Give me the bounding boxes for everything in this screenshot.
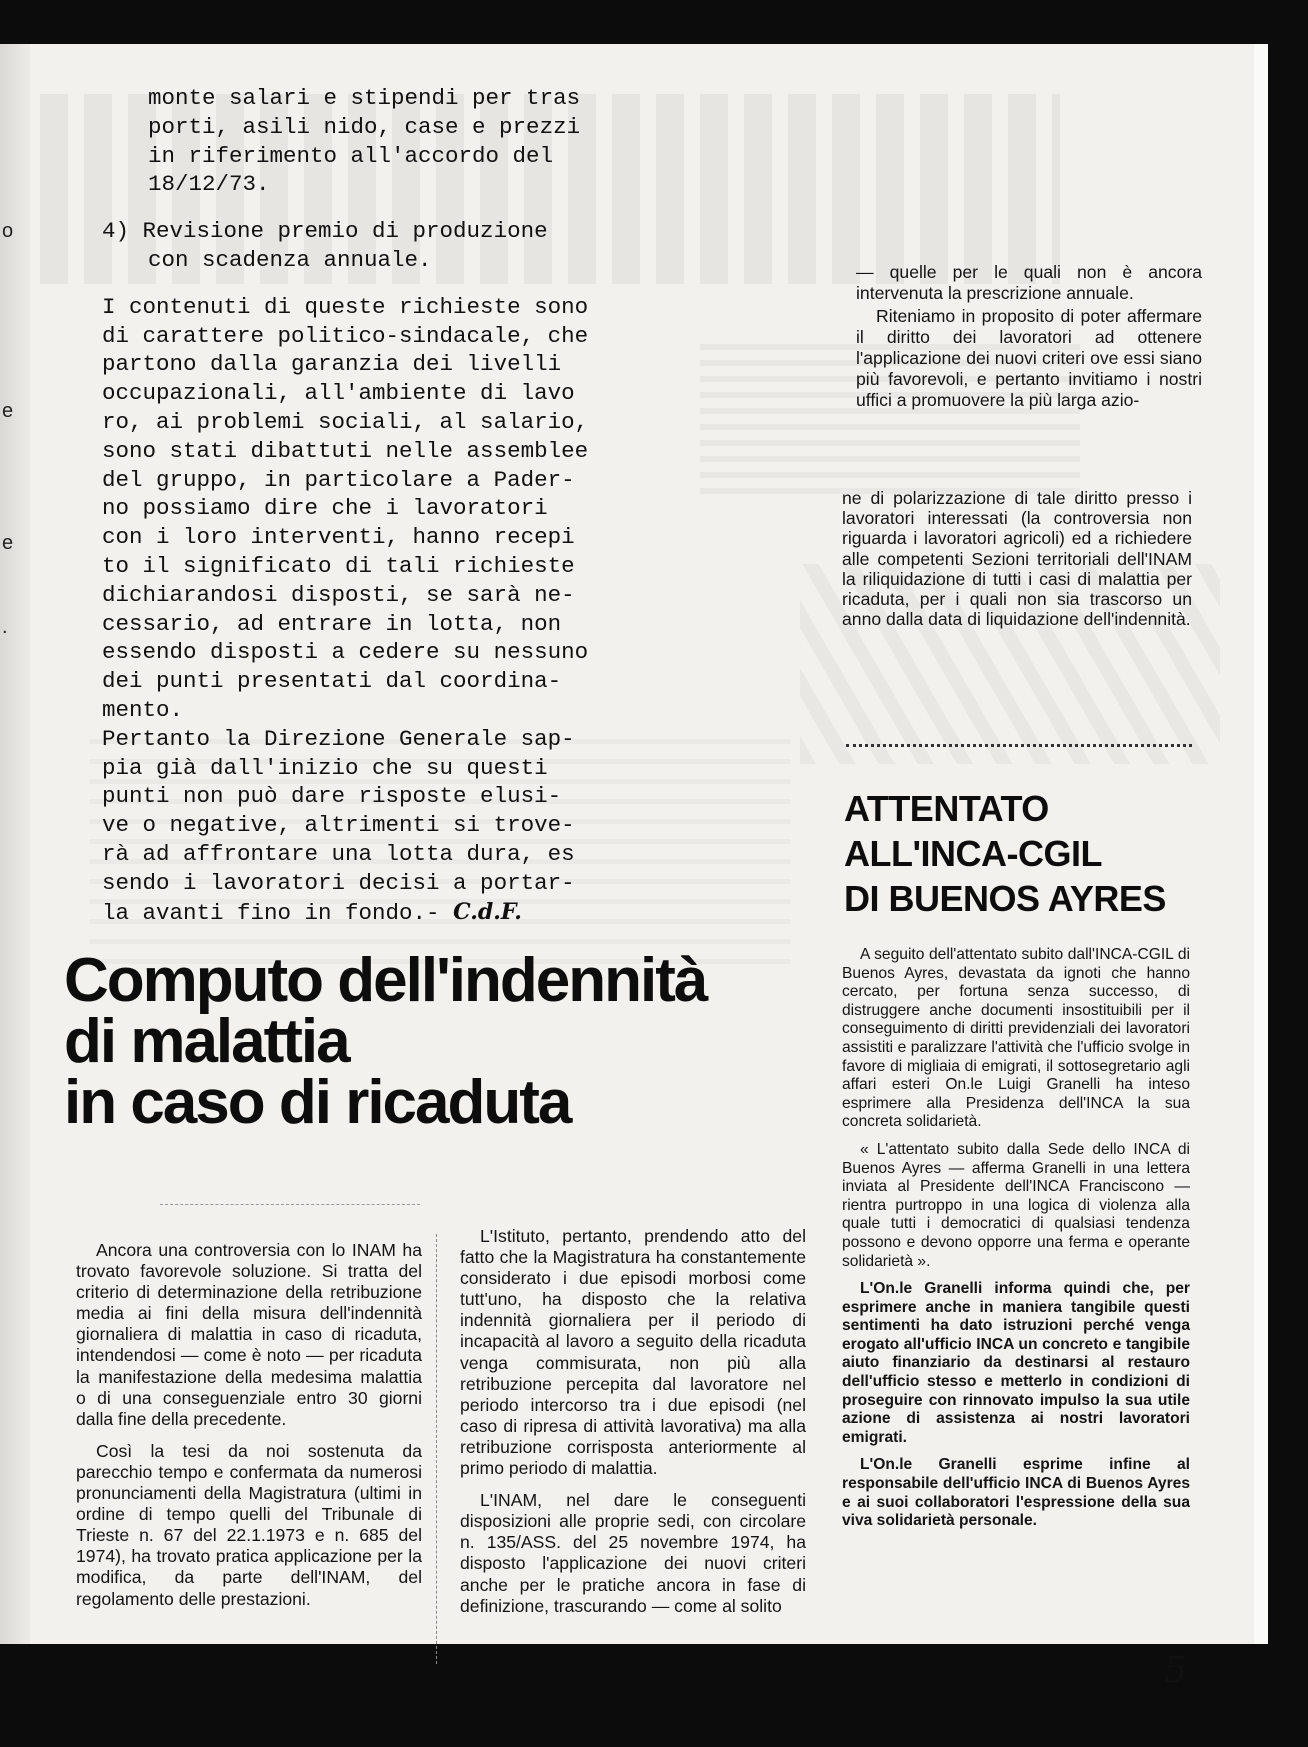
typed-paragraph [102,725,662,928]
typed-paragraph [102,84,662,199]
typed-line: I contenuti di queste richieste sono [102,293,589,320]
column-divider [436,1234,437,1664]
typed-line: di carattere politico-sindacale, che [102,322,589,349]
title-line: ALL'INCA-CGIL [844,833,1103,874]
typed-line: rà ad affrontare una lotta dura, es [102,840,575,867]
article-headline [64,946,804,1137]
typed-line: porti, asili nido, case e prezzi [148,113,581,140]
typed-list-item [102,217,662,275]
typed-line: occupazionali, all'ambiente di lavo [102,380,575,407]
typed-line: monte salari e stipendi per tras [148,85,581,111]
previous-page-edge [0,44,30,1644]
page-right-margin [1254,44,1268,1644]
article-paragraph: ne di polarizzazione di tale diritto presso i lavoratori interessati (la controversia non riguarda i lavoratori agricoli) ed a richiedere alle competenti Sezioni territoriali dell'INAM la riliquidazione di tutti i casi di malattia per ricaduta, per i quali non sia trascorso un anno dalla data di liquidazione dell'indennità. [842,488,1192,630]
typewritten-article [102,84,662,927]
article-paragraph: A seguito dell'attentato subito dall'INCA-CGIL di Buenos Ayres, devastata da ignoti che hanno cercato, per fortuna senza successo, di distruggere anche documenti insostituibili per il conseguimento di diritti previdenziali dei lavoratori assistiti e paralizzare l'attività che l'ufficio svolge in favore di migliaia di emigrati, il sottosegretario agli affari esteri On.le Luigi Granelli ha inteso esprimere alla Presidenza dell'INCA la sua concreta solidarietà. [842,946,1190,1131]
headline-line: di malattia [64,1007,349,1076]
typed-line: Pertanto la Direzione Generale sap- [102,725,575,752]
typed-line: dei punti presentati dal coordina- [102,668,562,695]
divider [160,1204,420,1205]
article-paragraph: L'INAM, nel dare le conseguenti disposizioni alle proprie sedi, con circolare n. 135/ASS. del 25 novembre 1974, ha disposto l'applicazione dei nuovi criteri anche per le pratiche ancora in fase di definizione, trascurando — come al solito [460,1490,806,1616]
edge-glyph: e [2,400,14,422]
typed-line: mento. [102,696,184,723]
typed-line: essendo disposti a cedere su nessuno [102,639,589,666]
typed-line: ro, ai problemi sociali, al salario, [102,408,589,435]
article-paragraph: « L'attentato subito dalla Sede dello INCA di Buenos Ayres — afferma Granelli in una lettera inviata al Presidente dell'INCA Franciscono — rientra purtroppo in una logica di violenza alla quale tutti i democratici di qualsiasi tendenza possono e devono opporre una ferma e operante solidarietà ». [842,1140,1190,1270]
edge-glyph: o [2,220,14,242]
signature: C.d.F. [453,898,522,925]
typed-line: del gruppo, in particolare a Pader- [102,466,575,493]
edge-glyph: e [2,532,14,554]
article-column-continued [842,488,1192,640]
typed-line: sendo i lavoratori decisi a portar- [102,869,575,896]
typed-line: sono stati dibattuti nelle assemblee [102,437,589,464]
article-paragraph: L'Istituto, pertanto, prendendo atto del fatto che la Magistratura ha constantemente considerato i due episodi morbosi come tutt'uno, ha disposto che la relativa indennità giornaliera per il periodo di incapacità al lavoro a seguito della ricaduta venga commisurata, non più alla retribuzione percepita dal lavoratore nel periodo intercorso tra i due episodi (nel caso di ripresa di attività lavorativa) ma alla retribuzione corrisposta anteriormente al primo periodo di malattia. [460,1226,806,1479]
typed-line: in riferimento all'accordo del [148,142,554,169]
page-number: 5 [1164,1650,1187,1691]
typed-line: to il significato di tali richieste [102,552,575,579]
typed-line: punti non può dare risposte elusi- [102,783,562,810]
divider [846,744,1192,747]
typed-line: pia già dall'inizio che su questi [102,754,548,781]
article-paragraph: Riteniamo in proposito di poter affermare il diritto dei lavoratori ad ottenere l'applicazione dei nuovi criteri ove essi siano più favorevoli, e pertanto invitiamo i nostri uffici a promuovere la più larga azio- [856,306,1202,410]
edge-glyph: . [2,616,8,638]
typed-line: con scadenza annuale. [148,246,432,273]
headline-line: in caso di ricaduta [64,1068,571,1137]
typed-line: no possiamo dire che i lavoratori [102,495,548,522]
magazine-page [0,44,1268,1691]
article-column [460,1226,806,1628]
sidebar-article-title [844,786,1204,921]
typed-line: ve o negative, altrimenti si trove- [102,812,575,839]
typed-line: con i loro interventi, hanno recepi [102,524,575,551]
article-paragraph: Ancora una controversia con lo INAM ha trovato favorevole soluzione. Si tratta del criterio di determinazione della retribuzione media ai fini della misura dell'indennità giornaliera di malattia in caso di ricaduta, intendendosi — come è noto — per ricaduta la manifestazione della medesima malattia o di una conseguenziale entro 30 giorni dalla fine della precedente. [76,1240,422,1429]
article-paragraph: Così la tesi da noi sostenuta da parecchio tempo e confermata da numerosi pronunciamenti della Magistratura (ultimi in ordine di tempo quelli del Tribunale di Trieste n. 67 del 22.1.1973 e n. 685 del 1974), ha trovato pratica applicazione per la modifica, da parte dell'INAM, del regolamento delle prestazioni. [76,1440,422,1609]
typed-line: cessario, ad entrare in lotta, non [102,610,562,637]
article-column [76,1240,422,1621]
typed-paragraph [102,293,662,725]
title-line: DI BUENOS AYRES [844,878,1166,919]
sidebar-article-body [842,946,1190,1540]
article-paragraph: — quelle per le quali non è ancora intervenuta la prescrizione annuale. [856,262,1202,303]
article-paragraph: L'On.le Granelli informa quindi che, per esprimere anche in maniera tangibile questi sentimenti ha dato istruzioni perché venga erogato all'ufficio INCA un concreto e tangibile aiuto finanziario da destinarsi al restauro dell'ufficio stesso e metterlo in condizioni di proseguire con rinnovato impulso la sua utile azione di assistenza ai nostri lavoratori emigrati. [842,1280,1190,1446]
typed-line: 4) Revisione premio di produzione [102,218,548,245]
typed-line-text: la avanti fino in fondo.- [102,899,440,926]
article-column-continued [856,262,1202,413]
typed-line: 18/12/73. [148,171,270,198]
title-line: ATTENTATO [844,788,1049,829]
headline-line: Computo dell'indennità [64,946,707,1015]
article-paragraph: L'On.le Granelli esprime infine al responsabile dell'ufficio INCA di Buenos Ayres e ai suoi collaboratori l'espressione della sua viva solidarietà personale. [842,1456,1190,1530]
typed-line [102,898,662,928]
typed-line: partono dalla garanzia dei livelli [102,351,562,378]
typed-line: dichiarandosi disposti, se sarà ne- [102,581,575,608]
